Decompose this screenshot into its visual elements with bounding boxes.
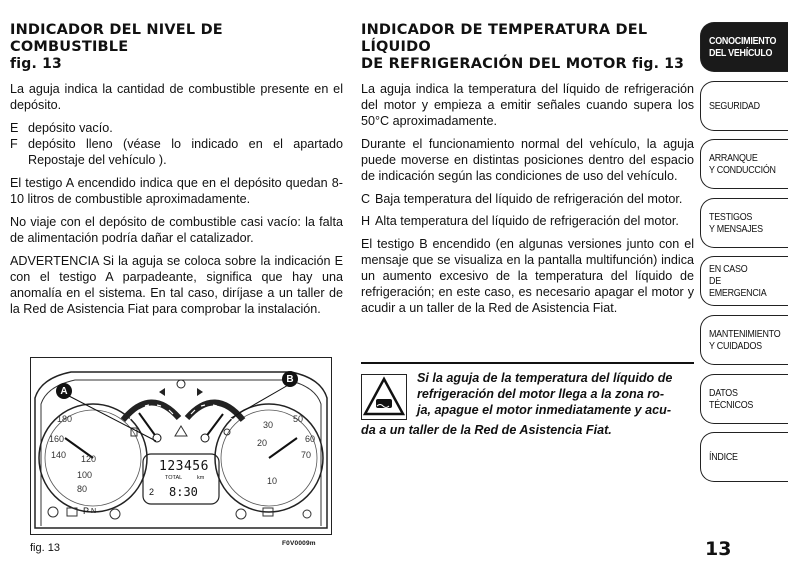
chapter-tabs — [700, 22, 788, 491]
temp-paragraph-1: La aguja indica la temperatura del líquido de refrigeración del motor y empieza a emitir señales cuando supera los 50°C aproximadamente. — [361, 82, 694, 128]
warning-text — [361, 370, 694, 438]
speed-tick: 120 — [81, 454, 97, 464]
fuel-item-e — [10, 120, 343, 136]
tab-label: DATOS TÉCNICOS — [709, 386, 754, 411]
temp-section-title — [361, 22, 694, 73]
warning-line: ja, apague el motor inmediatamente y acu- — [417, 403, 672, 417]
speed-tick: 140 — [51, 450, 67, 460]
rpm-tick: 50 — [293, 414, 304, 424]
km-label: km — [197, 475, 205, 481]
gear-n-label: N — [91, 508, 97, 515]
gear-p-label: P — [83, 506, 90, 516]
temp-item-c — [361, 191, 694, 207]
warning-triangle-icon — [361, 374, 407, 420]
warning-line: refrigeración del motor llega a la zona ro- — [417, 387, 665, 401]
tab-label: SEGURIDAD — [709, 99, 760, 112]
gear-readout: 2 — [149, 487, 155, 497]
fuel-definition-list — [10, 120, 343, 168]
tab-conocimiento-del-vehiculo[interactable] — [700, 22, 788, 72]
temp-item-text: Alta temperatura del líquido de refrigeración del motor. — [375, 214, 679, 228]
tab-label: EN CASO DE EMERGENCIA — [709, 263, 767, 300]
warning-rule — [361, 362, 694, 364]
label-a-badge — [56, 383, 72, 399]
speed-tick: 100 — [77, 470, 93, 480]
temp-paragraph-2: Durante el funcionamiento normal del vehículo, la aguja puede moverse en distintas posiciones dentro del espacio de indicación según las condiciones de uso del vehículo. — [361, 137, 694, 183]
speed-tick: 180 — [57, 414, 73, 424]
fuel-fig-ref: fig. 13 — [10, 56, 62, 72]
tab-en-caso-de-emergencia[interactable] — [700, 256, 788, 306]
tab-datos-tecnicos[interactable] — [700, 374, 788, 424]
left-column — [10, 22, 343, 324]
warning-box — [361, 362, 694, 438]
rpm-tick: 70 — [301, 450, 312, 460]
fuel-section-title — [10, 22, 343, 73]
tab-testigos-y-mensajes[interactable] — [700, 198, 788, 248]
label-b-text: B — [286, 373, 294, 385]
warning-line: Si la aguja de la temperatura del líquido de — [417, 371, 673, 385]
fuel-item-text: depósito lleno (véase lo indicado en el apartado Repostaje del vehículo ). — [28, 137, 343, 167]
rpm-tick: 60 — [305, 434, 316, 444]
fuel-item-key: E — [10, 121, 19, 135]
temp-item-key: H — [361, 214, 371, 228]
temp-paragraph-3: El testigo B encendido (en algunas versiones junto con el mensaje que se visualiza en la pantalla multifunción) indica un aumento excesivo de la temperatura del líquido de refrigeración; en este caso, es necesario apagar el motor y acudir a un taller de la Red de Asistencia Fiat. — [361, 237, 694, 315]
label-a-text: A — [60, 385, 68, 397]
figure-caption: fig. 13 — [30, 542, 60, 554]
fuel-title-text: INDICADOR DEL NIVEL DE COMBUSTIBLE — [10, 22, 223, 55]
temp-title-line-2: DE REFRIGERACIÓN DEL MOTOR — [361, 56, 627, 72]
fuel-paragraph-3: No viaje con el depósito de combustible casi vacío: la falta de alimentación podría dañar el catalizador. — [10, 215, 343, 245]
instrument-cluster-figure — [30, 357, 332, 535]
speed-tick: 80 — [77, 484, 88, 494]
tab-label: ÍNDICE — [709, 451, 738, 464]
warning-line: da a un taller de la Red de Asistencia Fiat. — [361, 423, 612, 437]
speed-tick: 160 — [49, 434, 65, 444]
temp-item-text: Baja temperatura del líquido de refrigeración del motor. — [375, 192, 683, 206]
page-number: 13 — [705, 538, 732, 560]
tab-arranque-y-conduccion[interactable] — [700, 139, 788, 189]
fuel-item-text: depósito vacío. — [28, 121, 113, 135]
temp-fig-ref: fig. 13 — [632, 56, 685, 72]
tab-mantenimiento-y-cuidados[interactable] — [700, 315, 788, 365]
temp-definition-list — [361, 191, 694, 229]
total-label: TOTAL — [165, 475, 183, 481]
rpm-tick: 30 — [263, 420, 274, 430]
temp-item-h — [361, 213, 694, 229]
figure-code: F0V0009m — [282, 540, 316, 547]
fuel-advertencia: ADVERTENCIA Si la aguja se coloca sobre la indicación E con el testigo A parpadeante, significa que hay una anomalía en el sistema. En tal caso, diríjase a un taller de la Red de Asistencia Fiat para comprobar la instalación. — [10, 254, 343, 316]
fuel-paragraph-1: La aguja indica la cantidad de combustible presente en el depósito. — [10, 82, 343, 112]
label-b-badge — [282, 371, 298, 387]
clock-readout: 8:30 — [169, 485, 198, 499]
rpm-tick: 20 — [257, 438, 268, 448]
fuel-paragraph-2: El testigo A encendido indica que en el depósito quedan 8-10 litros de combustible aproximadamente. — [10, 176, 343, 206]
temp-title-line-1: INDICADOR DE TEMPERATURA DEL LÍQUIDO — [361, 22, 648, 55]
fuel-item-f — [10, 136, 343, 168]
tab-label: ARRANQUE Y CONDUCCIÓN — [709, 152, 776, 177]
fuel-item-key: F — [10, 137, 18, 151]
odometer-readout: 123456 — [159, 459, 209, 474]
tab-label: CONOCIMIENTO DEL VEHÍCULO — [709, 35, 777, 59]
tab-label: TESTIGOS Y MENSAJES — [709, 210, 763, 235]
tab-label: MANTENIMIENTO Y CUIDADOS — [709, 327, 781, 352]
tab-indice[interactable] — [700, 432, 788, 482]
right-column — [361, 22, 694, 323]
tab-seguridad[interactable] — [700, 81, 788, 131]
rpm-tick: 10 — [267, 476, 278, 486]
temp-item-key: C — [361, 192, 371, 206]
